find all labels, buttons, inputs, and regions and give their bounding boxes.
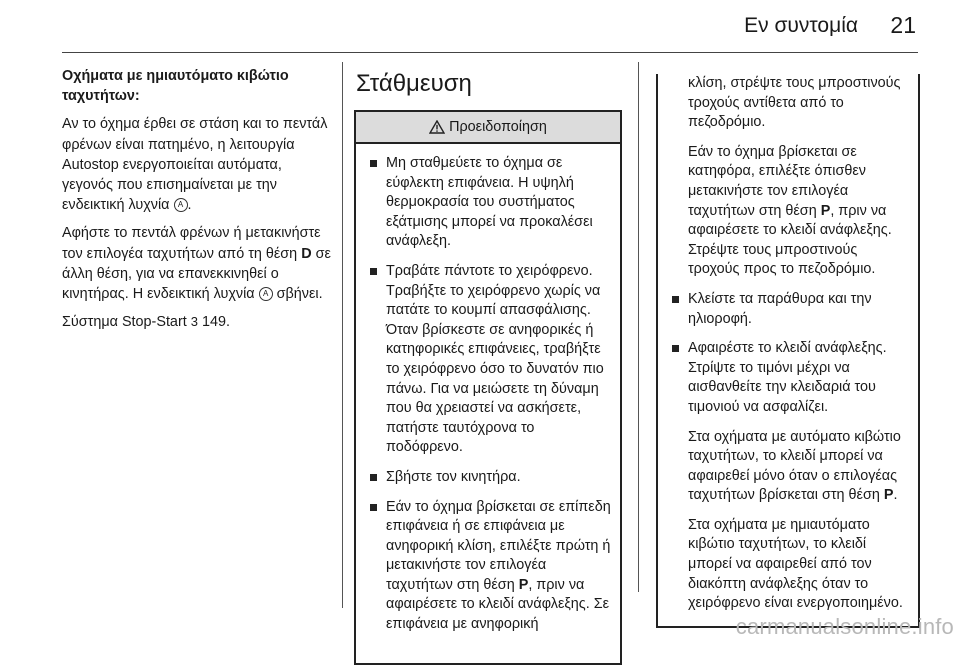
column-divider-right <box>638 62 639 592</box>
list-item-text: Τραβάτε πάντοτε το χειρόφρενο. Τραβήξτε το χειρόφρενο χωρίς να πατάτε το κουμπί απασφάλισης. Όταν βρίσκεστε σε ανηφορικές ή κατηφορικές επιφάνειες, τραβήξτε το χειρόφρενο όσο το δυνατόν πιο πάνω. Για να μειώσετε τη δύναμη που θα χρειαστεί να ασκήσετε, πατήστε ταυτόχρονα το ποδόφρενο. <box>386 262 604 456</box>
autostop-text: Αν το όχημα έρθει σε στάση και το πεντάλ φρένων είναι πατημένο, η λειτουργία Autostop ενεργοποιείται αυτόματα, γεγονός που επισημαίνεται με την ενδεικτική λυχνία <box>62 116 328 214</box>
column-right <box>656 66 920 628</box>
header-rule <box>62 52 918 53</box>
bullet-square-icon <box>370 504 377 511</box>
automatic-text-b: . <box>893 487 898 504</box>
list-item <box>672 339 910 417</box>
list-item <box>370 262 612 458</box>
list-item-text: Κλείστε τα παράθυρα και την ηλιοροφή. <box>688 290 872 327</box>
warning-box <box>354 110 622 665</box>
stop-start-label: Σύστημα Stop-Start <box>62 314 187 331</box>
list-item-text: Σβήστε τον κινητήρα. <box>386 468 521 485</box>
downhill-paragraph <box>688 143 910 280</box>
downhill-text-a: Εάν το όχημα βρίσκεται σε κατηφόρα, επιλέξτε όπισθεν μετακινήστε τον επιλογέα ταχυτήτων στη θέση <box>688 143 866 219</box>
list-item-text: Μη σταθμεύετε το όχημα σε εύφλεκτη επιφάνεια. Η υψηλή θερμοκρασία του συστήματος εξάτμισης μπορεί να προκαλέσει ανάφλεξη. <box>386 155 593 250</box>
autostop-paragraph: Αν το όχημα έρθει σε στάση και το πεντάλ φρένων είναι πατημένο, η λειτουργία Autostop ενεργοποιείται αυτόματα, γεγονός που επισημαίνεται με την ενδεικτική λυχνία A . <box>62 116 328 214</box>
page-reference-arrow-icon: 3 <box>190 314 198 330</box>
gear-p-label: P <box>820 202 831 219</box>
stop-start-reference <box>62 312 334 332</box>
restart-paragraph <box>62 223 334 304</box>
autostop-indicator-icon: A <box>174 198 188 212</box>
autostop-indicator-icon-2: A <box>259 287 273 301</box>
list-item <box>370 154 612 252</box>
page-number: 21 <box>890 12 916 38</box>
warning-triangle-icon <box>429 120 445 134</box>
column-left <box>62 66 334 340</box>
gear-d-label: D <box>301 245 312 262</box>
gear-p-label: P <box>883 487 894 504</box>
restart-text-b: σε άλλη θέση, για να επανεκκινηθεί ο κινητήρας. Η ενδεικτική λυχνία <box>62 245 331 303</box>
downhill-text-b: , πριν να αφαιρέσετε το κλειδί ανάφλεξης. Στρέψτε τους μπροστινούς τροχούς προς το πεζοδρόμιο. <box>688 202 892 278</box>
bullet-square-icon <box>370 268 377 275</box>
warning-label: Προειδοποίηση <box>449 119 547 135</box>
restart-text-c: σβήνει. <box>276 286 323 303</box>
semi-auto-heading: Οχήματα με ημιαυτόματο κιβώτιο ταχυτήτων: <box>62 68 289 105</box>
warning-box-continued <box>656 74 920 628</box>
continued-paragraph: κλίση, στρέψτε τους μπροστινούς τροχούς αντίθετα από το πεζοδρόμιο. <box>688 75 901 131</box>
bullet-square-icon <box>370 474 377 481</box>
restart-text-a: Αφήστε το πεντάλ φρένων ή μετακινήστε τον επιλογέα ταχυτήτων από τη θέση <box>62 225 321 262</box>
column-divider-left <box>342 62 343 608</box>
automatic-paragraph <box>688 428 910 506</box>
list-item <box>672 290 910 329</box>
section-title: Στάθμευση <box>356 70 472 97</box>
list-item-text: Αφαιρέστε το κλειδί ανάφλεξης. Στρίψτε το τιμόνι μέχρι να αισθανθείτε την κλειδαριά του τιμονιού να ασφαλίζει. <box>688 340 887 415</box>
watermark: carmanualsonline.info <box>735 614 954 639</box>
list-item <box>370 498 612 635</box>
automatic-text-a: Στα οχήματα με αυτόματο κιβώτιο ταχυτήτων, το κλειδί μπορεί να αφαιρεθεί μόνο όταν ο επιλογέας ταχυτήτων βρίσκεται στη θέση <box>688 428 901 504</box>
column-middle <box>354 70 624 665</box>
list-item <box>370 468 612 488</box>
semi-auto-paragraph: Στα οχήματα με ημιαυτόματο κιβώτιο ταχυτήτων, το κλειδί μπορεί να αφαιρεθεί από τον διακόπτη ανάφλεξης όταν το χειρόφρενο είναι ενεργοποιημένο. <box>688 516 903 612</box>
list-item-text-b: , πριν να αφαιρέσετε το κλειδί ανάφλεξης. Σε επιφάνεια με ανηφορική <box>386 576 610 633</box>
stop-start-page[interactable]: 149. <box>201 314 230 331</box>
gear-p-label: P <box>518 576 529 593</box>
bullet-square-icon <box>672 296 679 303</box>
list-item-text <box>386 498 612 635</box>
bullet-square-icon <box>370 160 377 167</box>
warning-header <box>356 112 620 144</box>
warning-body <box>356 144 620 663</box>
bullet-square-icon <box>672 345 679 352</box>
header-title: Εν συντομία <box>744 14 858 37</box>
list-item-text-a: Εάν το όχημα βρίσκεται σε επίπεδη επιφάνεια ή σε επιφάνεια με ανηφορική κλίση, επιλέξτε πρώτη ή μετακινήστε τον επιλογέα ταχυτήτων στη θέση <box>386 498 611 593</box>
